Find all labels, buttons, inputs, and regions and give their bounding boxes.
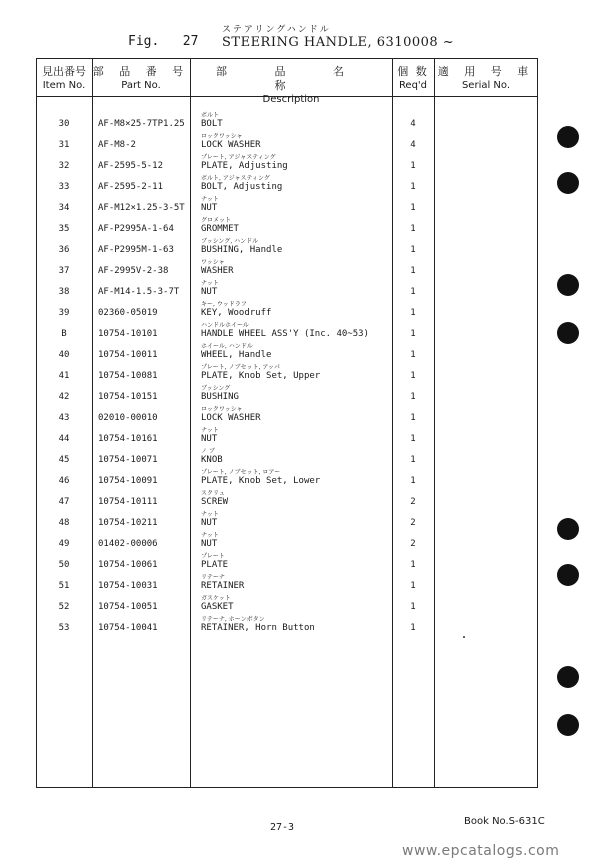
page-number: 27-3 [270,822,295,833]
description-japanese: ホイール, ハンドル [201,343,253,350]
description: PLATE, Adjusting [201,161,288,171]
item-number: 37 [58,266,70,276]
description-japanese: ブッシング [201,385,231,392]
table-row [36,488,538,509]
quantity-required: 1 [410,182,416,192]
description-japanese: ナット [201,532,219,539]
header-desc-jp: 部 品 名 称 [216,65,366,92]
description-japanese: ロックワッシャ [201,406,243,413]
description-japanese: ナット [201,511,219,518]
part-number: AF-M8-2 [98,140,136,150]
part-number: 10754-10061 [98,560,158,570]
description-japanese: プレート, ノブセット, ロアー [201,469,281,476]
description-japanese: プレート [201,553,225,560]
table-row [36,383,538,404]
header-part-en: Part No. [121,80,161,91]
item-number: 50 [58,560,70,570]
part-number: 10754-10071 [98,455,158,465]
quantity-required: 2 [410,497,416,507]
description: KEY, Woodruff [201,308,272,318]
quantity-required: 1 [410,560,416,570]
quantity-required: 1 [410,413,416,423]
binder-hole [557,564,579,586]
table-row [36,509,538,530]
header-description [190,65,392,107]
part-number: 01402-00006 [98,539,158,549]
description-japanese: ワッシャ [201,259,225,266]
quantity-required: 1 [410,476,416,486]
title-japanese: ステアリングハンドル [222,25,331,35]
item-number: 47 [58,497,70,507]
quantity-required: 1 [410,602,416,612]
item-number: 32 [58,161,70,171]
item-number: B [61,329,67,339]
header-item-en: Item No. [42,80,86,91]
quantity-required: 1 [410,203,416,213]
table-row [36,215,538,236]
table-row [36,593,538,614]
quantity-required: 1 [410,329,416,339]
description: LOCK WASHER [201,413,261,423]
description-japanese: ボルト [201,112,220,119]
book-number: Book No.S-631C [464,816,545,827]
table-row [36,404,538,425]
part-number: 02010-00010 [98,413,158,423]
description: BOLT, Adjusting [201,182,283,192]
description-japanese: ガスケット [201,595,231,602]
quantity-required: 1 [410,224,416,234]
quantity-required: 1 [410,350,416,360]
description-japanese: ノ ブ [201,448,215,455]
description-japanese: プレート, ノブセット, アッパ [201,364,280,371]
description: RETAINER [201,581,245,591]
item-number: 41 [58,371,70,381]
description-japanese: ボルト, アジャスティング [201,175,270,182]
item-number: 45 [58,455,70,465]
item-number: 53 [58,623,70,633]
description-japanese: ハンドルホイール [201,322,249,329]
quantity-required: 1 [410,245,416,255]
table-row [36,362,538,383]
description-japanese: プレート, アジャスティング [201,154,276,161]
description: GROMMET [201,224,239,234]
part-number: AF-M12×1.25-3-5T [98,203,185,213]
quantity-required: 2 [410,539,416,549]
item-number: 46 [58,476,70,486]
item-number: 39 [58,308,70,318]
description: BOLT [201,119,223,129]
part-number: AF-2595-5-12 [98,161,164,171]
part-number: 10754-10011 [98,350,158,360]
description: GASKET [201,602,234,612]
description: NUT [201,287,218,297]
header-part-no [92,65,190,93]
part-number: AF-2595-2-11 [98,182,164,192]
table-row [36,341,538,362]
figure-number: 27 [182,34,199,49]
table-row [36,299,538,320]
table-row [36,173,538,194]
description-japanese: ナット [201,280,219,287]
quantity-required: 4 [410,119,416,129]
watermark: www.epcatalogs.com [402,843,560,859]
item-number: 35 [58,224,70,234]
binder-hole [557,274,579,296]
part-number: 02360-05019 [98,308,158,318]
description-japanese: グロメット [201,217,232,224]
table-row [36,278,538,299]
header-serial-en: Serial No. [461,80,511,91]
binder-hole [557,666,579,688]
description: PLATE [201,560,229,570]
part-number: AF-P2995A-1-64 [98,224,174,234]
description: RETAINER, Horn Button [201,623,315,633]
description-japanese: キー, ウッドラフ [201,301,247,308]
part-number: 10754-10161 [98,434,158,444]
part-number: 10754-10211 [98,518,158,528]
quantity-required: 1 [410,287,416,297]
page-title: STEERING HANDLE, 6310008 ~ [222,35,455,50]
part-number: 10754-10091 [98,476,158,486]
description: NUT [201,518,218,528]
header-item-no [36,65,92,93]
table-row [36,614,538,635]
quantity-required: 1 [410,455,416,465]
table-row [36,257,538,278]
item-number: 42 [58,392,70,402]
table-row [36,320,538,341]
header-part-jp: 部 品 番 号 [92,65,190,78]
table-row [36,446,538,467]
description-japanese: ナット [201,427,219,434]
figure-prefix: Fig. [128,34,160,49]
part-number: AF-2995V-2-38 [98,266,169,276]
item-number: 44 [58,434,70,444]
quantity-required: 1 [410,266,416,276]
item-number: 33 [58,182,70,192]
description-japanese: リテーナ, ホーンボタン [201,616,265,623]
part-number: 10754-10081 [98,371,158,381]
table-row [36,152,538,173]
table-row [36,530,538,551]
quantity-required: 1 [410,434,416,444]
item-number: 36 [58,245,70,255]
item-number: 40 [58,350,70,360]
description: SCREW [201,497,229,507]
quantity-required: 2 [410,518,416,528]
part-number: AF-M8×25-7TP1.25 [98,119,185,129]
figure-label [128,34,198,49]
description: HANDLE WHEEL ASS'Y (Inc. 40~53) [201,329,369,339]
description-japanese: ナット [201,196,219,203]
item-number: 34 [58,203,70,213]
header-item-jp: 見出番号 [42,65,86,78]
binder-hole [557,322,579,344]
part-number: AF-P2995M-1-63 [98,245,174,255]
table-row [36,236,538,257]
part-number: 10754-10051 [98,602,158,612]
binder-hole [557,518,579,540]
part-number: 10754-10151 [98,392,158,402]
description: LOCK WASHER [201,140,261,150]
item-number: 31 [58,140,70,150]
header-desc-en: Description [262,94,320,105]
description: BUSHING [201,392,239,402]
table-row [36,131,538,152]
part-number: 10754-10041 [98,623,158,633]
item-number: 43 [58,413,70,423]
header-req-en: Req'd [398,80,428,91]
item-number: 52 [58,602,70,612]
quantity-required: 1 [410,392,416,402]
description-japanese: ロックワッシャ [201,133,243,140]
header-req-jp: 個 数 [397,65,429,78]
header-reqd [392,65,434,93]
header-serial-no [434,65,538,93]
description: BUSHING, Handle [201,245,283,255]
description: KNOB [201,455,223,465]
table-row [36,572,538,593]
table-row [36,194,538,215]
part-number: AF-M14-1.5-3-7T [98,287,180,297]
item-number: 48 [58,518,70,528]
part-number: 10754-10031 [98,581,158,591]
table-row [36,110,538,131]
item-number: 51 [58,581,70,591]
description: WASHER [201,266,234,276]
scan-speck [463,636,465,638]
binder-hole [557,126,579,148]
description: NUT [201,203,218,213]
quantity-required: 4 [410,140,416,150]
description: PLATE, Knob Set, Lower [201,476,321,486]
table-row [36,425,538,446]
quantity-required: 1 [410,371,416,381]
item-number: 38 [58,287,70,297]
header-serial-jp: 適 用 号 車 [437,65,535,78]
quantity-required: 1 [410,581,416,591]
item-number: 30 [58,119,70,129]
quantity-required: 1 [410,623,416,633]
description: NUT [201,434,218,444]
description-japanese: リテーナ [201,574,225,581]
description: WHEEL, Handle [201,350,272,360]
item-number: 49 [58,539,70,549]
description-japanese: ブッシング, ハンドル [201,238,259,245]
binder-hole [557,172,579,194]
description-japanese: スクリュ [201,490,225,497]
table-row [36,551,538,572]
binder-hole [557,714,579,736]
description: NUT [201,539,218,549]
table-row [36,467,538,488]
part-number: 10754-10111 [98,497,158,507]
description: PLATE, Knob Set, Upper [201,371,321,381]
part-number: 10754-10101 [98,329,158,339]
quantity-required: 1 [410,308,416,318]
quantity-required: 1 [410,161,416,171]
